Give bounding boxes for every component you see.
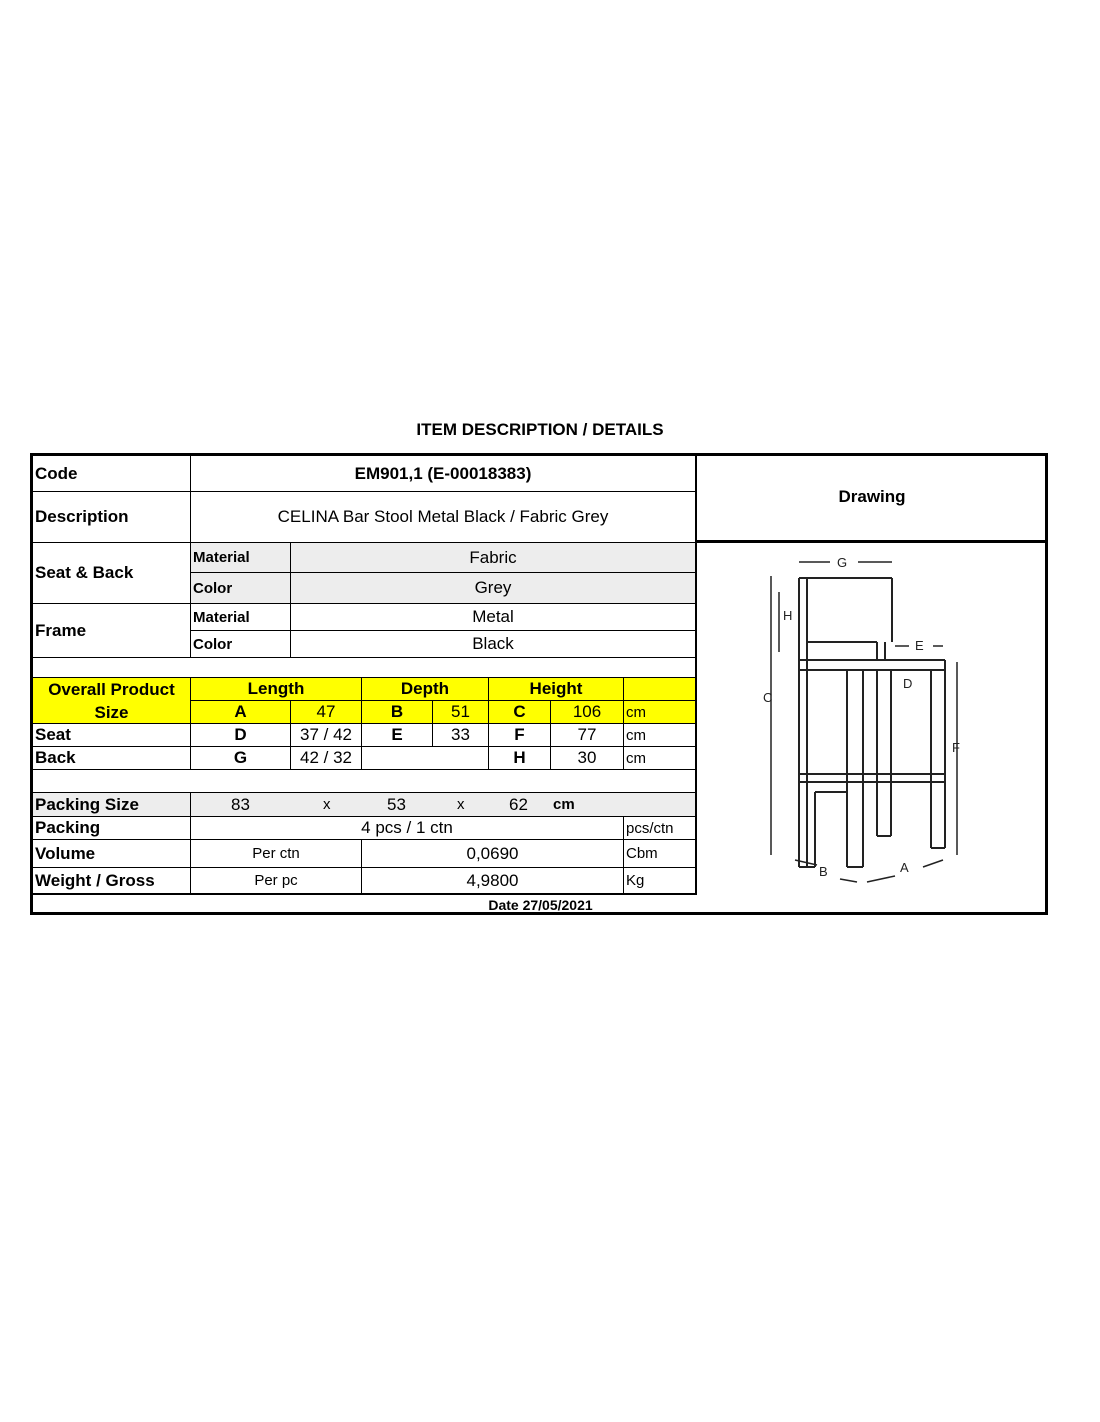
dim-f-letter: F <box>489 724 551 747</box>
seat-back-color-value: Grey <box>291 573 696 604</box>
dim-d-value: 37 / 42 <box>291 724 362 747</box>
weight-per: Per pc <box>191 868 362 895</box>
dim-c-letter: C <box>489 701 551 724</box>
drawing-letter-b: B <box>819 864 828 879</box>
dim-g-value: 42 / 32 <box>291 747 362 770</box>
overall-size-label <box>33 678 191 724</box>
drawing-letter-f: F <box>952 740 960 755</box>
dim-h-value: 30 <box>551 747 624 770</box>
volume-per: Per ctn <box>191 840 362 868</box>
frame-color-value: Black <box>291 631 696 658</box>
drawing-letter-c: C <box>763 690 773 705</box>
overall-size-label-line2: Size <box>94 702 129 722</box>
dim-e-letter: E <box>362 724 433 747</box>
back-label: Back <box>33 747 191 770</box>
seat-back-color-label: Color <box>191 573 291 604</box>
height-header: Height <box>489 678 624 701</box>
dim-g-letter: G <box>191 747 291 770</box>
dim-b-value: 51 <box>433 701 489 724</box>
packing-width: 53 <box>387 794 406 814</box>
dim-c-value: 106 <box>551 701 624 724</box>
packing-length: 83 <box>231 794 250 814</box>
overall-unit: cm <box>624 701 696 724</box>
packing-label: Packing <box>33 817 191 840</box>
item-details-table <box>30 453 1048 915</box>
dim-f-value: 77 <box>551 724 624 747</box>
seat-back-label: Seat & Back <box>33 543 191 604</box>
back-unit: cm <box>624 747 696 770</box>
header-unit-blank <box>624 678 696 701</box>
frame-material-value: Metal <box>291 604 696 631</box>
code-label: Code <box>33 456 191 492</box>
drawing-letter-a: A <box>900 860 909 875</box>
dim-b-letter: B <box>362 701 433 724</box>
frame-material-label: Material <box>191 604 291 631</box>
description-label: Description <box>33 492 191 543</box>
packing-x2: x <box>457 796 465 813</box>
drawing-letter-e: E <box>915 638 924 653</box>
depth-header: Depth <box>362 678 489 701</box>
dim-a-value: 47 <box>291 701 362 724</box>
spacer-row-2 <box>33 770 696 793</box>
seat-label: Seat <box>33 724 191 747</box>
drawing-letter-g: G <box>837 555 848 570</box>
weight-label: Weight / Gross <box>33 868 191 895</box>
document-title: ITEM DESCRIPTION / DETAILS <box>416 420 664 439</box>
weight-value: 4,9800 <box>362 868 624 895</box>
dim-h-letter: H <box>489 747 551 770</box>
packing-unit-label: pcs/ctn <box>624 817 696 840</box>
volume-label: Volume <box>33 840 191 868</box>
drawing-label: Drawing <box>696 456 1048 543</box>
packing-x1: x <box>323 796 331 813</box>
frame-label: Frame <box>33 604 191 658</box>
description-value: CELINA Bar Stool Metal Black / Fabric Grey <box>191 492 696 543</box>
packing-unit: cm <box>553 796 575 813</box>
volume-value: 0,0690 <box>362 840 624 868</box>
stool-drawing-svg <box>695 542 1048 893</box>
overall-size-label-line1: Overall Product <box>48 679 175 699</box>
seat-back-material-value: Fabric <box>291 543 696 573</box>
stool-drawing <box>695 542 1048 893</box>
packing-size-label: Packing Size <box>33 793 191 817</box>
weight-unit: Kg <box>624 868 696 895</box>
document-date: Date 27/05/2021 <box>488 897 593 913</box>
frame-color-label: Color <box>191 631 291 658</box>
dim-e-value: 33 <box>433 724 489 747</box>
dim-a-letter: A <box>191 701 291 724</box>
dim-d-letter: D <box>191 724 291 747</box>
seat-unit: cm <box>624 724 696 747</box>
packing-size-cell <box>191 793 696 817</box>
length-header: Length <box>191 678 362 701</box>
code-value: EM901,1 (E-00018383) <box>191 456 696 492</box>
packing-height: 62 <box>509 794 528 814</box>
packing-value: 4 pcs / 1 ctn <box>191 817 624 840</box>
seat-back-material-label: Material <box>191 543 291 573</box>
back-blank <box>362 747 489 770</box>
drawing-letter-h: H <box>783 608 793 623</box>
volume-unit: Cbm <box>624 840 696 868</box>
drawing-letter-d: D <box>903 676 913 691</box>
spacer-row <box>33 658 696 678</box>
